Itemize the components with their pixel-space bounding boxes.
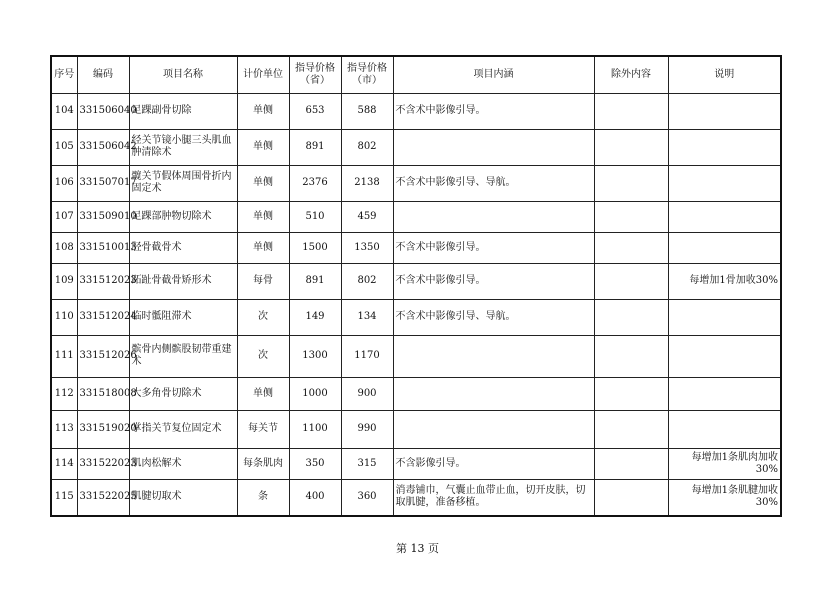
cell-code: 331509010 [77,201,129,232]
cell-note [668,201,781,232]
cell-name: 髋关节假体周围骨折内固定术 [129,165,237,201]
cell-code: 331512023 [77,263,129,299]
cell-excluded [594,335,668,377]
table-row [51,335,781,377]
cell-name: 跖趾骨截骨矫形术 [129,263,237,299]
cell-unit: 单侧 [237,165,289,201]
cell-content: 不含术中影像引导、导航。 [393,165,594,201]
cell-price-city: 459 [341,201,393,232]
cell-name: 肌腱切取术 [129,479,237,516]
table-row [51,129,781,165]
cell-note [668,410,781,448]
cell-price-prov: 510 [289,201,341,232]
cell-code: 331506042 [77,129,129,165]
cell-note: 每增加1条肌腱加收30% [668,479,781,516]
cell-name: 临时骶阻滞术 [129,299,237,335]
header-cell: 指导价格（省） [289,56,341,93]
cell-code: 331512024 [77,299,129,335]
cell-code: 331506040 [77,93,129,129]
cell-no: 105 [51,129,77,165]
cell-code: 331518008 [77,377,129,410]
cell-price-prov: 400 [289,479,341,516]
cell-content [393,201,594,232]
cell-price-city: 1170 [341,335,393,377]
table-row [51,263,781,299]
cell-no: 109 [51,263,77,299]
cell-price-city: 1350 [341,232,393,263]
cell-note [668,335,781,377]
cell-name: 胫骨截骨术 [129,232,237,263]
cell-excluded [594,165,668,201]
cell-name: 肌肉松解术 [129,448,237,479]
cell-price-prov: 653 [289,93,341,129]
header-cell: 指导价格（市） [341,56,393,93]
cell-content [393,335,594,377]
cell-unit: 每条肌肉 [237,448,289,479]
cell-unit: 单侧 [237,129,289,165]
cell-no: 112 [51,377,77,410]
cell-content: 消毒铺巾，气囊止血带止血，切开皮肤，切取肌腱，准备移植。 [393,479,594,516]
cell-name: 大多角骨切除术 [129,377,237,410]
cell-code: 331519020 [77,410,129,448]
cell-content [393,377,594,410]
cell-price-prov: 2376 [289,165,341,201]
cell-note [668,377,781,410]
cell-no: 114 [51,448,77,479]
cell-name: 髌骨内侧髌股韧带重建术 [129,335,237,377]
cell-unit: 次 [237,335,289,377]
cell-code: 331522025 [77,479,129,516]
cell-note: 每增加1条肌肉加收30% [668,448,781,479]
header-cell: 编码 [77,56,129,93]
table-row [51,93,781,129]
cell-content [393,129,594,165]
header-cell: 项目名称 [129,56,237,93]
cell-price-city: 900 [341,377,393,410]
cell-note [668,165,781,201]
cell-note [668,129,781,165]
table-row [51,479,781,516]
cell-note [668,299,781,335]
cell-price-prov: 1100 [289,410,341,448]
cell-unit: 单侧 [237,201,289,232]
cell-price-city: 315 [341,448,393,479]
cell-unit: 单侧 [237,232,289,263]
header-cell: 说明 [668,56,781,93]
cell-note [668,232,781,263]
cell-price-prov: 891 [289,263,341,299]
cell-price-prov: 1300 [289,335,341,377]
cell-note [668,93,781,129]
table-row [51,299,781,335]
cell-no: 107 [51,201,77,232]
cell-price-prov: 149 [289,299,341,335]
cell-price-city: 2138 [341,165,393,201]
table-row [51,232,781,263]
cell-name: 足踝副骨切除 [129,93,237,129]
cell-name: 足踝部肿物切除术 [129,201,237,232]
cell-excluded [594,93,668,129]
table-body [51,93,781,516]
cell-excluded [594,377,668,410]
cell-unit: 单侧 [237,377,289,410]
table-row [51,201,781,232]
cell-no: 115 [51,479,77,516]
cell-no: 108 [51,232,77,263]
cell-content [393,410,594,448]
cell-price-prov: 350 [289,448,341,479]
cell-no: 111 [51,335,77,377]
cell-name: 掌指关节复位固定术 [129,410,237,448]
cell-price-city: 588 [341,93,393,129]
cell-unit: 每关节 [237,410,289,448]
cell-unit: 每骨 [237,263,289,299]
cell-unit: 次 [237,299,289,335]
table-header-row [51,56,781,93]
cell-price-city: 360 [341,479,393,516]
header-cell: 计价单位 [237,56,289,93]
cell-unit: 条 [237,479,289,516]
page-number: 第 13 页 [396,542,439,555]
cell-content: 不含影像引导。 [393,448,594,479]
cell-no: 104 [51,93,77,129]
cell-price-prov: 1000 [289,377,341,410]
cell-no: 113 [51,410,77,448]
cell-unit: 单侧 [237,93,289,129]
cell-no: 106 [51,165,77,201]
cell-price-city: 802 [341,129,393,165]
cell-excluded [594,479,668,516]
table-row [51,165,781,201]
header-cell: 项目内涵 [393,56,594,93]
cell-excluded [594,448,668,479]
cell-code: 331507017 [77,165,129,201]
cell-price-city: 990 [341,410,393,448]
cell-excluded [594,263,668,299]
cell-excluded [594,410,668,448]
cell-price-prov: 1500 [289,232,341,263]
header-cell: 除外内容 [594,56,668,93]
cell-name: 经关节镜小腿三头肌血肿清除术 [129,129,237,165]
cell-excluded [594,232,668,263]
cell-content: 不含术中影像引导。 [393,93,594,129]
cell-excluded [594,129,668,165]
cell-code: 331512026 [77,335,129,377]
cell-excluded [594,299,668,335]
table-row [51,410,781,448]
table-row [51,448,781,479]
cell-excluded [594,201,668,232]
cell-price-city: 134 [341,299,393,335]
cell-price-city: 802 [341,263,393,299]
cell-content: 不含术中影像引导、导航。 [393,299,594,335]
cell-content: 不含术中影像引导。 [393,263,594,299]
cell-note: 每增加1骨加收30% [668,263,781,299]
cell-code: 331510013 [77,232,129,263]
table-row [51,377,781,410]
cell-no: 110 [51,299,77,335]
cell-price-prov: 891 [289,129,341,165]
header-cell: 序号 [51,56,77,93]
cell-content: 不含术中影像引导。 [393,232,594,263]
cell-code: 331522023 [77,448,129,479]
price-table [50,55,782,517]
